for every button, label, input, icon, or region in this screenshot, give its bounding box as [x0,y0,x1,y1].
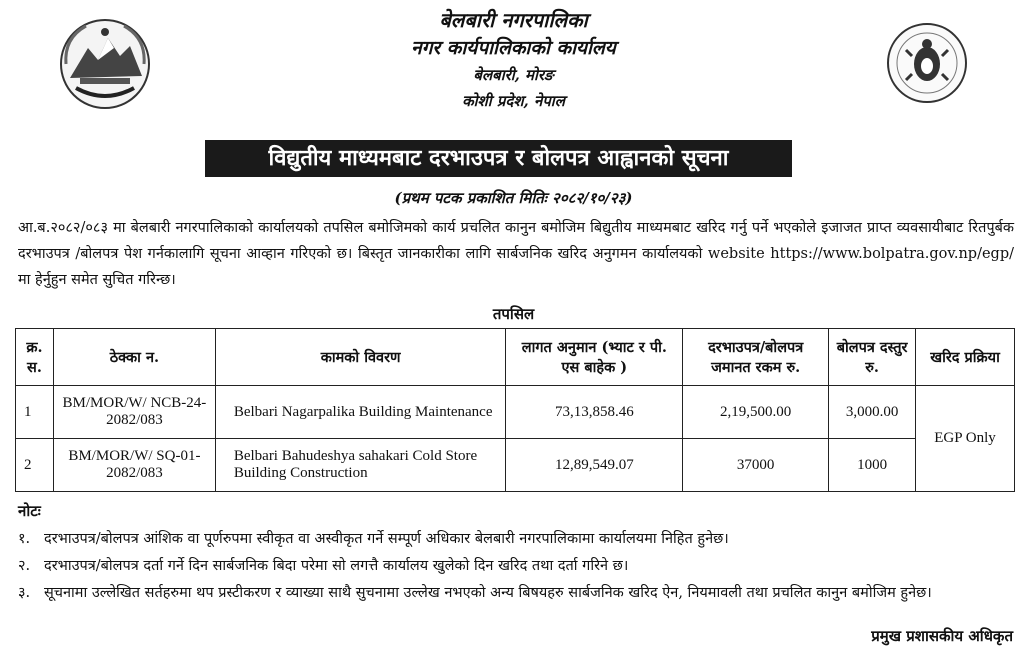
row-contract-no: BM/MOR/W/ NCB-24-2082/083 [53,386,215,439]
office-header [0,6,1027,114]
row-sn: 2 [16,439,54,492]
note-text: दरभाउपत्र/बोलपत्र आंशिक वा पूर्णरुपमा स्वीकृत वा अस्वीकृत गर्ने सम्पूर्ण अधिकार बेलबारी नगरपालिकामा कार्यालयमा निहित हुनेछ। [44,531,729,547]
row-description: Belbari Nagarpalika Building Maintenance [215,386,506,439]
note-text: सूचनामा उल्लेखित सर्तहरुमा थप प्रस्टीकरण र व्याख्या साथै सुचनामा उल्लेख नभएको अन्य बिषयहरु सार्बजनिक खरिद ऐन, नियमावली तथा प्रचलित कानुन बमोजिम हुनेछ। [44,585,932,601]
row-bid-security: 2,19,500.00 [683,386,829,439]
row-description: Belbari Bahudeshya sahakari Cold Store Building Construction [215,439,506,492]
col-header-description: कामको विवरण [215,329,506,386]
note-item [18,580,1014,607]
note-number: ३. [18,585,31,601]
notes-list [18,526,1014,607]
tender-table [15,328,1015,492]
col-header-contract-no: ठेक्का न. [53,329,215,386]
notice-title: विद्युतीय माध्यमबाट दरभाउपत्र र बोलपत्र आह्वानको सूचना [205,140,792,177]
col-header-bid-fee: बोलपत्र दस्तुर रु. [829,329,916,386]
row-sn: 1 [16,386,54,439]
row-contract-no: BM/MOR/W/ SQ-01-2082/083 [53,439,215,492]
row-bid-fee: 1000 [829,439,916,492]
office-location: बेलबारी, मोरङ [473,66,554,84]
col-header-procurement: खरिद प्रक्रिया [916,329,1015,386]
col-header-bid-security: दरभाउपत्र/बोलपत्र जमानत रकम रु. [683,329,829,386]
office-province: कोशी प्रदेश, नेपाल [462,92,565,110]
table-row [16,386,1015,439]
note-number: २. [18,558,31,574]
publication-date: (प्रथम पटक प्रकाशित मितिः २०८२/१०/२३) [394,189,633,207]
office-name: नगर कार्यपालिकाको कार्यालय [411,37,616,59]
row-cost-estimate: 73,13,858.46 [506,386,683,439]
signatory: प्रमुख प्रशासकीय अधिकृत [871,627,1013,645]
note-item [18,526,1014,553]
table-header-row [16,329,1015,386]
col-header-sn: क्र. स. [16,329,54,386]
intro-paragraph: आ.ब.२०८२/०८३ मा बेलबारी नगरपालिकाको कार्यालयको तपसिल बमोजिमको कार्य प्रचलित कानुन बमोजिम बिद्युतीय माध्यमबाट खरिद गर्नु पर्ने भएकोले इजाजत प्राप्त व्यवसायीबाट रितपुर्बक दरभाउपत्र /बोलपत्र पेश गर्नकालागि सूचना आव्हान गरिएको छ। बिस्तृत जानकारीका लागि सार्बजनिक खरिद अनुगमन कार्यालयको website https://www.bolpatra.gov.np/egp/ मा हेर्नुहुन समेत सुचित गरिन्छ। [18,220,1014,288]
row-bid-fee: 3,000.00 [829,386,916,439]
col-header-cost-estimate: लागत अनुमान (भ्याट र पी. एस बाहेक ) [506,329,683,386]
notes-title: नोटः [18,502,41,520]
municipality-name: बेलबारी नगरपालिका [439,8,588,32]
table-row [16,439,1015,492]
note-text: दरभाउपत्र/बोलपत्र दर्ता गर्ने दिन सार्बजनिक बिदा परेमा सो लगत्तै कार्यालय खुलेको दिन खरिद तथा दर्ता गरिने छ। [44,558,629,574]
row-bid-security: 37000 [683,439,829,492]
row-cost-estimate: 12,89,549.07 [506,439,683,492]
note-number: १. [18,531,31,547]
procurement-method: EGP Only [916,386,1015,492]
note-item [18,553,1014,580]
table-caption: तपसिल [492,305,535,323]
